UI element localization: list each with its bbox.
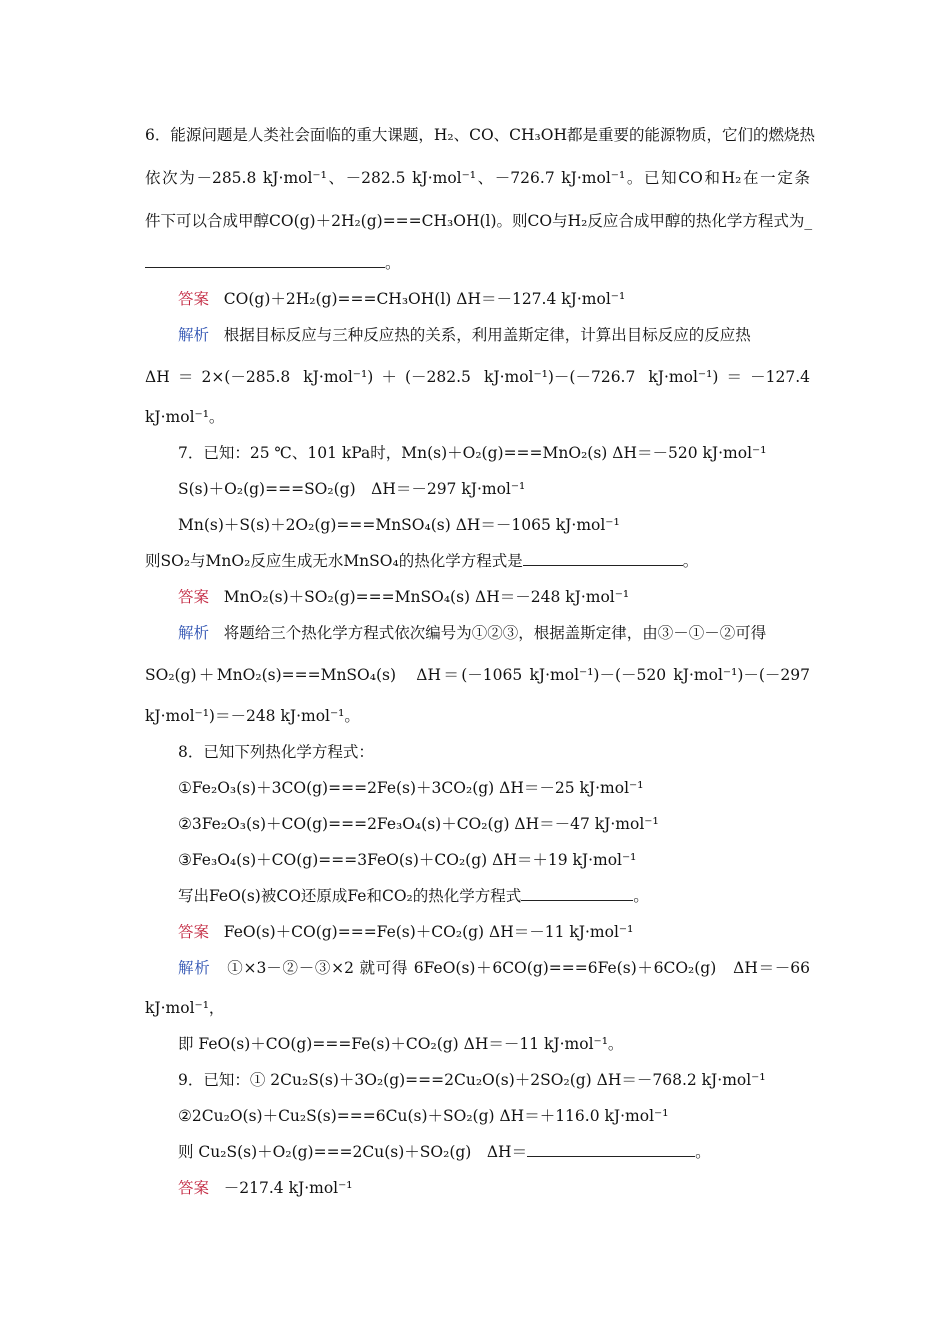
- q8-analysis: [178, 957, 810, 979]
- q6-analysis-line-2: ΔH＝2×(－285.8 kJ·mol⁻¹)＋(－282.5 kJ·mol⁻¹)－(－726.7 kJ·mol⁻¹)＝－127.4: [145, 368, 810, 386]
- q9-line-1: 9．已知：① 2Cu₂S(s)＋3O₂(g)===2Cu₂O(s)＋2SO₂(g) ΔH＝－768.2 kJ·mol⁻¹: [178, 1071, 766, 1089]
- q8-equation-1: ①Fe₂O₃(s)＋3CO(g)===2Fe(s)＋3CO₂(g) ΔH＝－25 kJ·mol⁻¹: [178, 779, 644, 797]
- q8-answer-text: FeO(s)＋CO(g)===Fe(s)＋CO₂(g) ΔH＝－11 kJ·mol⁻¹: [223, 923, 634, 941]
- analysis-label: 解析: [178, 959, 211, 977]
- q8-analysis-line-1: ①×3－②－③×2 就可得 6FeO(s)＋6CO(g)===6Fe(s)＋6CO₂(g) ΔH＝－66: [227, 959, 810, 977]
- q7-analysis-line-3: kJ·mol⁻¹)＝－248 kJ·mol⁻¹。: [145, 707, 360, 725]
- answer-blank[interactable]: [527, 1142, 695, 1157]
- q6-analysis: [178, 324, 810, 346]
- q8-equation-2: ②3Fe₂O₃(s)＋CO(g)===2Fe₃O₄(s)＋CO₂(g) ΔH＝－47 kJ·mol⁻¹: [178, 815, 659, 833]
- q6-analysis-line-3: kJ·mol⁻¹。: [145, 408, 225, 426]
- q7-answer-text: MnO₂(s)＋SO₂(g)===MnSO₄(s) ΔH＝－248 kJ·mol⁻¹: [223, 588, 630, 606]
- answer-blank[interactable]: [145, 253, 385, 268]
- q6-answer-text: CO(g)＋2H₂(g)===CH₃OH(l) ΔH＝－127.4 kJ·mol⁻¹: [223, 290, 626, 308]
- answer-label: 答案: [178, 1179, 210, 1197]
- q9-answer-text: －217.4 kJ·mol⁻¹: [223, 1179, 353, 1197]
- answer-label: 答案: [178, 923, 210, 941]
- q6-line-4-end: 。: [385, 254, 401, 272]
- q8-equation-3: ③Fe₃O₄(s)＋CO(g)===3FeO(s)＋CO₂(g) ΔH＝＋19 kJ·mol⁻¹: [178, 851, 637, 869]
- q6-line-3: 件下可以合成甲醇CO(g)＋2H₂(g)===CH₃OH(l)。则CO与H₂反应合成甲醇的热化学方程式为_: [145, 212, 813, 230]
- q6-answer: [178, 288, 810, 310]
- q7-analysis: [178, 622, 810, 644]
- q7-line-1: 7．已知：25 ℃、101 kPa时，Mn(s)＋O₂(g)===MnO₂(s) ΔH＝－520 kJ·mol⁻¹: [178, 444, 767, 462]
- q6-line-1: 6．能源问题是人类社会面临的重大课题，H₂、CO、CH₃OH都是重要的能源物质，它们的燃烧热: [145, 126, 815, 144]
- q7-question-end: 。: [682, 552, 699, 570]
- q8-analysis-line-3: 即 FeO(s)＋CO(g)===Fe(s)＋CO₂(g) ΔH＝－11 kJ·mol⁻¹。: [178, 1035, 624, 1053]
- q8-question-text: 写出FeO(s)被CO还原成Fe和CO₂的热化学方程式: [178, 887, 522, 905]
- q6-line-2: 依次为－285.8 kJ·mol⁻¹、－282.5 kJ·mol⁻¹、－726.7 kJ·mol⁻¹。已知CO和H₂在一定条: [145, 169, 810, 187]
- q7-analysis-line-2: SO₂(g)＋MnO₂(s)===MnSO₄(s) ΔH＝(－1065 kJ·mol⁻¹)－(－520 kJ·mol⁻¹)－(－297: [145, 666, 810, 684]
- q7-line-3: Mn(s)＋S(s)＋2O₂(g)===MnSO₄(s) ΔH＝－1065 kJ·mol⁻¹: [178, 516, 620, 534]
- answer-label: 答案: [178, 588, 210, 606]
- answer-blank[interactable]: [523, 551, 683, 566]
- answer-blank[interactable]: [521, 886, 633, 901]
- q8-question-end: 。: [633, 887, 649, 905]
- analysis-label: 解析: [178, 624, 210, 642]
- q7-answer: [178, 586, 810, 608]
- q7-line-2: S(s)＋O₂(g)===SO₂(g) ΔH＝－297 kJ·mol⁻¹: [178, 480, 526, 498]
- q8-answer: [178, 921, 810, 943]
- q7-analysis-line-1: 将题给三个热化学方程式依次编号为①②③，根据盖斯定律，由③－①－②可得: [223, 624, 767, 642]
- q8-question: [178, 885, 810, 907]
- q9-question-text: 则 Cu₂S(s)＋O₂(g)===2Cu(s)＋SO₂(g) ΔH＝: [178, 1143, 528, 1161]
- q8-analysis-line-2: kJ·mol⁻¹，: [145, 999, 225, 1017]
- q8-line-1: 8．已知下列热化学方程式：: [178, 743, 374, 761]
- analysis-label: 解析: [178, 326, 210, 344]
- q6-line-4: [145, 252, 810, 274]
- q7-question: 则SO₂与MnO₂反应生成无水MnSO₄的热化学方程式是: [145, 552, 523, 570]
- q9-equation-2: ②2Cu₂O(s)＋Cu₂S(s)===6Cu(s)＋SO₂(g) ΔH＝＋116.0 kJ·mol⁻¹: [178, 1107, 669, 1125]
- answer-label: 答案: [178, 290, 210, 308]
- q7-line-4: [145, 550, 810, 572]
- q9-question: [178, 1141, 810, 1163]
- q9-answer: [178, 1177, 810, 1199]
- q6-analysis-line-1: 根据目标反应与三种反应热的关系，利用盖斯定律，计算出目标反应的反应热: [223, 326, 751, 344]
- q9-question-end: 。: [695, 1143, 711, 1161]
